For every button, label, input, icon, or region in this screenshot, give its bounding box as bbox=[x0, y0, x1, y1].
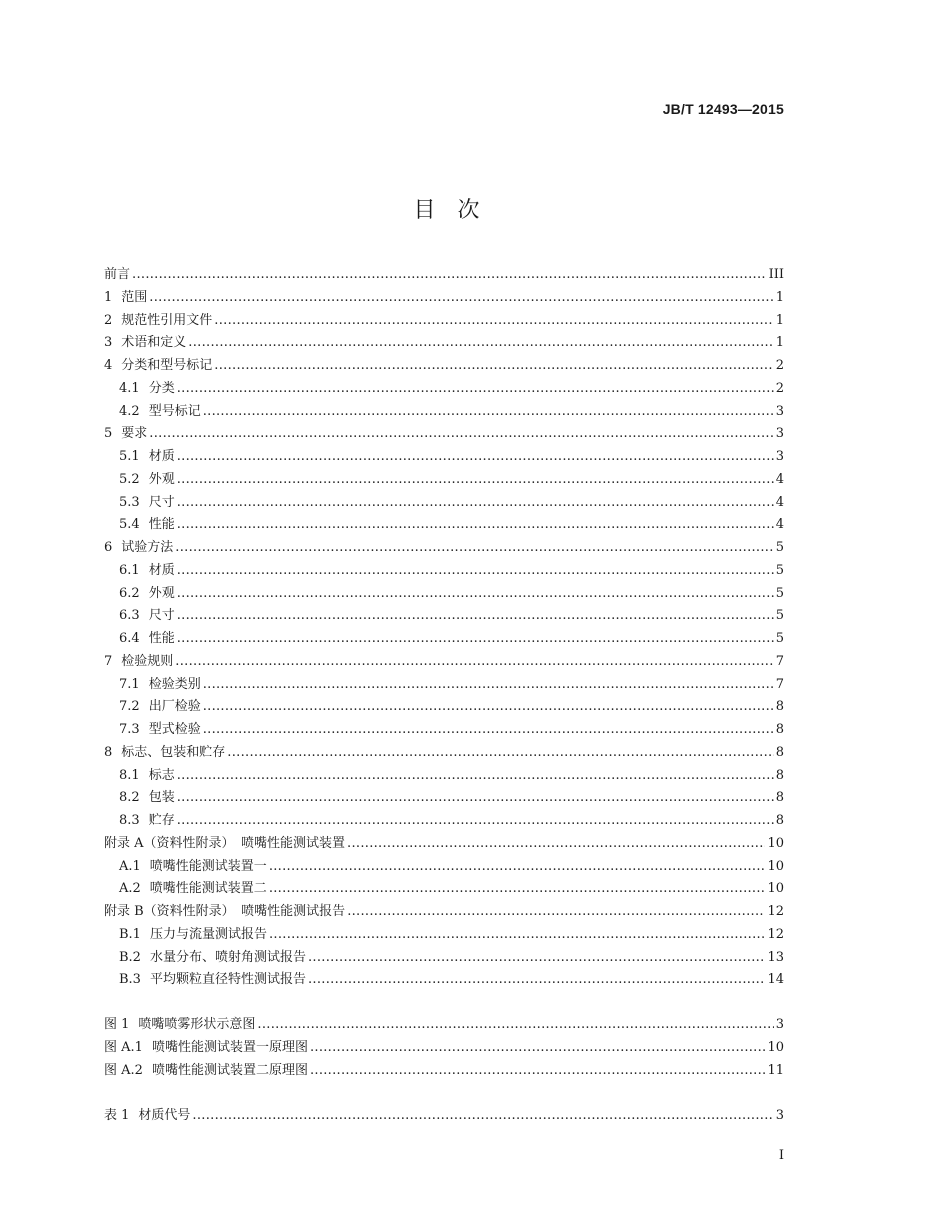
toc-entry-page: 13 bbox=[767, 949, 784, 965]
toc-entry-number: 2 bbox=[104, 312, 113, 328]
toc-entry-number: 5.4 bbox=[119, 517, 140, 533]
toc-entry-number: 6.1 bbox=[119, 562, 140, 578]
toc-leader-dots bbox=[257, 1014, 773, 1037]
toc-leader-dots bbox=[227, 742, 773, 765]
toc-entry-page: 7 bbox=[775, 676, 784, 692]
toc-leader-dots bbox=[177, 469, 774, 492]
toc-leader-dots bbox=[308, 969, 765, 992]
toc-entry-label: 包装 bbox=[148, 790, 175, 806]
toc-entry[interactable] bbox=[104, 423, 784, 446]
toc-entry-page: 8 bbox=[775, 813, 784, 828]
table-list bbox=[104, 1105, 784, 1128]
toc-entry-page: 3 bbox=[775, 449, 784, 464]
toc-entry[interactable] bbox=[104, 537, 784, 560]
toc-entry-number: 7.2 bbox=[119, 699, 140, 715]
toc-entry[interactable] bbox=[104, 355, 784, 378]
toc-entry-page: III bbox=[768, 267, 784, 282]
toc-entry-number: 5.3 bbox=[119, 494, 140, 510]
toc-entry-label: 附录 B（资料性附录） 喷嘴性能测试报告 bbox=[104, 904, 346, 919]
toc-entry-page: 3 bbox=[775, 1108, 784, 1123]
toc-leader-dots bbox=[177, 810, 774, 833]
toc-entry-label: 术语和定义 bbox=[121, 335, 187, 351]
toc-entry-label: 喷嘴性能测试装置一 bbox=[149, 858, 267, 874]
toc-entry-page: 4 bbox=[775, 494, 784, 510]
toc-entry-page: 1 bbox=[775, 289, 784, 305]
toc-entry-number: 6.2 bbox=[119, 585, 140, 601]
toc-entry[interactable] bbox=[104, 446, 784, 469]
toc-entry[interactable] bbox=[104, 605, 784, 628]
page-title: 目 次 bbox=[413, 198, 480, 223]
toc-entry-page: 4 bbox=[775, 517, 784, 533]
toc-entry-label: 检验类别 bbox=[148, 676, 201, 692]
toc-entry[interactable] bbox=[104, 514, 784, 537]
toc-entry-page: 5 bbox=[775, 585, 784, 601]
toc-entry-label: 分类 bbox=[148, 380, 175, 396]
toc-entry-page: 10 bbox=[767, 1039, 784, 1055]
toc-leader-dots bbox=[269, 856, 766, 879]
toc-entry-label: 平均颗粒直径特性测试报告 bbox=[149, 972, 306, 988]
toc-entry-page: 1 bbox=[775, 312, 784, 328]
toc-entry-label: 喷嘴性能测试装置二原理图 bbox=[151, 1062, 308, 1078]
toc-entry-label: 性能 bbox=[148, 631, 175, 646]
toc-leader-dots bbox=[177, 492, 774, 515]
toc-entry-label: 尺寸 bbox=[148, 608, 175, 624]
toc-entry[interactable] bbox=[104, 560, 784, 583]
toc-entry-label: 型号标记 bbox=[148, 403, 201, 419]
figure-list bbox=[104, 1014, 784, 1082]
toc-entry-page: 7 bbox=[775, 653, 784, 669]
toc-entry-page: 3 bbox=[775, 403, 784, 419]
toc-leader-dots bbox=[347, 833, 765, 856]
toc-entry-label: 材质代号 bbox=[138, 1108, 191, 1123]
toc-list bbox=[104, 264, 784, 992]
toc-leader-dots bbox=[177, 628, 774, 651]
toc-entry-number: 4.2 bbox=[119, 403, 140, 419]
toc-entry[interactable] bbox=[104, 378, 784, 401]
toc-leader-dots bbox=[177, 560, 774, 583]
toc-leader-dots bbox=[177, 765, 774, 788]
toc-entry-number: 4.1 bbox=[119, 380, 140, 396]
toc-entry[interactable] bbox=[104, 878, 784, 901]
toc-entry-number: A.2 bbox=[119, 881, 141, 897]
toc-entry-label: 标志、包装和贮存 bbox=[121, 744, 226, 760]
toc-entry-label: 水量分布、喷射角测试报告 bbox=[149, 949, 306, 965]
toc-entry[interactable] bbox=[104, 628, 784, 651]
toc-entry-number: 表 1 bbox=[104, 1108, 130, 1123]
toc-entry[interactable] bbox=[104, 1037, 784, 1060]
toc-leader-dots bbox=[149, 423, 773, 446]
toc-entry-number: 5.1 bbox=[119, 449, 140, 464]
toc-entry-page: 4 bbox=[775, 471, 784, 487]
toc-entry-label: 外观 bbox=[148, 471, 175, 487]
toc-leader-dots bbox=[177, 605, 774, 628]
toc-entry-label: 前言 bbox=[104, 267, 131, 282]
toc-entry-page: 12 bbox=[767, 926, 784, 942]
toc-leader-dots bbox=[203, 696, 774, 719]
toc-entry-page: 2 bbox=[775, 358, 784, 373]
toc-entry[interactable] bbox=[104, 332, 784, 355]
toc-entry[interactable] bbox=[104, 310, 784, 333]
toc-entry-page: 5 bbox=[775, 631, 784, 646]
toc-leader-dots bbox=[177, 378, 774, 401]
toc-entry-page: 8 bbox=[775, 767, 784, 783]
toc-entry-number: 图 A.2 bbox=[104, 1062, 143, 1078]
toc-entry-label: 附录 A（资料性附录） 喷嘴性能测试装置 bbox=[104, 835, 346, 851]
toc-entry-number: 8 bbox=[104, 744, 113, 760]
toc-entry-number: 7.3 bbox=[119, 722, 140, 737]
toc-leader-dots bbox=[177, 787, 774, 810]
toc-entry-number: 8.2 bbox=[119, 790, 140, 806]
toc-entry-number: 8.1 bbox=[119, 767, 140, 783]
toc-entry-page: 10 bbox=[767, 835, 784, 851]
toc-entry[interactable] bbox=[104, 1014, 784, 1037]
toc-entry-number: A.1 bbox=[119, 858, 141, 874]
toc-entry[interactable] bbox=[104, 787, 784, 810]
toc-entry-label: 喷嘴性能测试装置二 bbox=[149, 881, 267, 897]
toc-entry[interactable] bbox=[104, 264, 784, 287]
toc-entry[interactable] bbox=[104, 833, 784, 856]
toc-entry[interactable] bbox=[104, 651, 784, 674]
toc-entry-page: 3 bbox=[775, 426, 784, 442]
toc-leader-dots bbox=[308, 947, 765, 970]
toc-entry-number: 4 bbox=[104, 358, 113, 373]
toc-entry-label: 型式检验 bbox=[148, 722, 201, 737]
toc-entry-label: 压力与流量测试报告 bbox=[149, 926, 267, 942]
toc-entry-label: 标志 bbox=[148, 767, 175, 783]
toc-entry[interactable] bbox=[104, 856, 784, 879]
toc-entry[interactable] bbox=[104, 901, 784, 924]
toc-entry-page: 8 bbox=[775, 699, 784, 715]
toc-entry-number: 图 A.1 bbox=[104, 1039, 143, 1055]
toc-entry[interactable] bbox=[104, 696, 784, 719]
toc-entry-page: 10 bbox=[767, 881, 784, 897]
toc-entry-page: 8 bbox=[775, 722, 784, 737]
toc-leader-dots bbox=[214, 310, 773, 333]
toc-entry[interactable] bbox=[104, 924, 784, 947]
toc-entry-label: 出厂检验 bbox=[148, 699, 201, 715]
toc-entry-label: 检验规则 bbox=[121, 653, 174, 669]
toc-entry-page: 12 bbox=[767, 904, 784, 919]
toc-leader-dots bbox=[177, 514, 774, 537]
toc-entry-label: 范围 bbox=[121, 289, 148, 305]
toc-entry-number: 6.3 bbox=[119, 608, 140, 624]
toc-entry-page: 3 bbox=[775, 1017, 784, 1032]
toc-entry-page: 11 bbox=[767, 1062, 784, 1078]
toc-leader-dots bbox=[132, 264, 767, 287]
toc-entry[interactable] bbox=[104, 947, 784, 970]
toc-leader-dots bbox=[203, 401, 774, 424]
toc-entry-label: 喷嘴性能测试装置一原理图 bbox=[151, 1039, 308, 1055]
toc-entry-number: 8.3 bbox=[119, 813, 140, 828]
toc-leader-dots bbox=[177, 583, 774, 606]
toc-entry-number: 6.4 bbox=[119, 631, 140, 646]
toc-entry[interactable] bbox=[104, 674, 784, 697]
toc-entry-number: B.3 bbox=[119, 972, 141, 988]
toc-entry[interactable] bbox=[104, 287, 784, 310]
document-code: JB/T 12493—2015 bbox=[662, 101, 784, 117]
toc-leader-dots bbox=[203, 719, 774, 742]
toc-leader-dots bbox=[347, 901, 765, 924]
toc-leader-dots bbox=[192, 1105, 773, 1128]
toc-entry-label: 贮存 bbox=[148, 813, 175, 828]
toc-entry[interactable] bbox=[104, 401, 784, 424]
toc-entry[interactable] bbox=[104, 1105, 784, 1128]
toc-leader-dots bbox=[177, 446, 774, 469]
toc-entry-page: 5 bbox=[775, 608, 784, 624]
toc-entry-label: 试验方法 bbox=[121, 540, 174, 555]
toc-entry-page: 5 bbox=[775, 562, 784, 578]
toc-entry-number: 3 bbox=[104, 335, 113, 351]
toc-leader-dots bbox=[188, 332, 773, 355]
toc-leader-dots bbox=[175, 651, 773, 674]
toc-entry-number: 1 bbox=[104, 289, 113, 305]
toc-entry-label: 要求 bbox=[121, 426, 148, 442]
toc-entry-number: 5.2 bbox=[119, 471, 140, 487]
toc-entry-page: 5 bbox=[775, 540, 784, 555]
toc-entry-number: 6 bbox=[104, 540, 113, 555]
toc-entry[interactable] bbox=[104, 469, 784, 492]
toc-entry-label: 性能 bbox=[148, 517, 175, 533]
toc-entry-label: 外观 bbox=[148, 585, 175, 601]
toc-entry[interactable] bbox=[104, 583, 784, 606]
page-number: I bbox=[778, 1148, 784, 1163]
toc-entry-label: 材质 bbox=[148, 449, 175, 464]
toc-entry-label: 材质 bbox=[148, 562, 175, 578]
toc-entry-label: 规范性引用文件 bbox=[121, 312, 213, 328]
toc-entry-number: B.1 bbox=[119, 926, 141, 942]
toc-entry-number: 7 bbox=[104, 653, 113, 669]
toc-leader-dots bbox=[310, 1037, 766, 1060]
toc-entry[interactable] bbox=[104, 969, 784, 992]
toc-leader-dots bbox=[214, 355, 773, 378]
toc-entry-page: 2 bbox=[775, 380, 784, 396]
toc-leader-dots bbox=[175, 537, 773, 560]
toc-entry[interactable] bbox=[104, 719, 784, 742]
toc-leader-dots bbox=[269, 878, 766, 901]
toc-entry-number: 图 1 bbox=[104, 1017, 130, 1032]
toc-leader-dots bbox=[310, 1060, 766, 1083]
toc-entry[interactable] bbox=[104, 492, 784, 515]
toc-entry-page: 8 bbox=[775, 744, 784, 760]
toc-entry-page: 1 bbox=[775, 335, 784, 351]
toc-entry-number: 7.1 bbox=[119, 676, 140, 692]
toc-leader-dots bbox=[203, 674, 774, 697]
toc-entry-number: B.2 bbox=[119, 949, 141, 965]
toc-entry[interactable] bbox=[104, 765, 784, 788]
toc-entry-label: 尺寸 bbox=[148, 494, 175, 510]
toc-entry-page: 8 bbox=[775, 790, 784, 806]
toc-entry-number: 5 bbox=[104, 426, 113, 442]
toc-entry[interactable] bbox=[104, 810, 784, 833]
toc-entry[interactable] bbox=[104, 742, 784, 765]
toc-leader-dots bbox=[269, 924, 765, 947]
toc-entry[interactable] bbox=[104, 1060, 784, 1083]
toc-entry-label: 分类和型号标记 bbox=[121, 358, 213, 373]
toc-entry-page: 14 bbox=[767, 972, 784, 988]
toc-entry-label: 喷嘴喷雾形状示意图 bbox=[138, 1017, 256, 1032]
toc-leader-dots bbox=[149, 287, 773, 310]
toc-entry-page: 10 bbox=[767, 858, 784, 874]
